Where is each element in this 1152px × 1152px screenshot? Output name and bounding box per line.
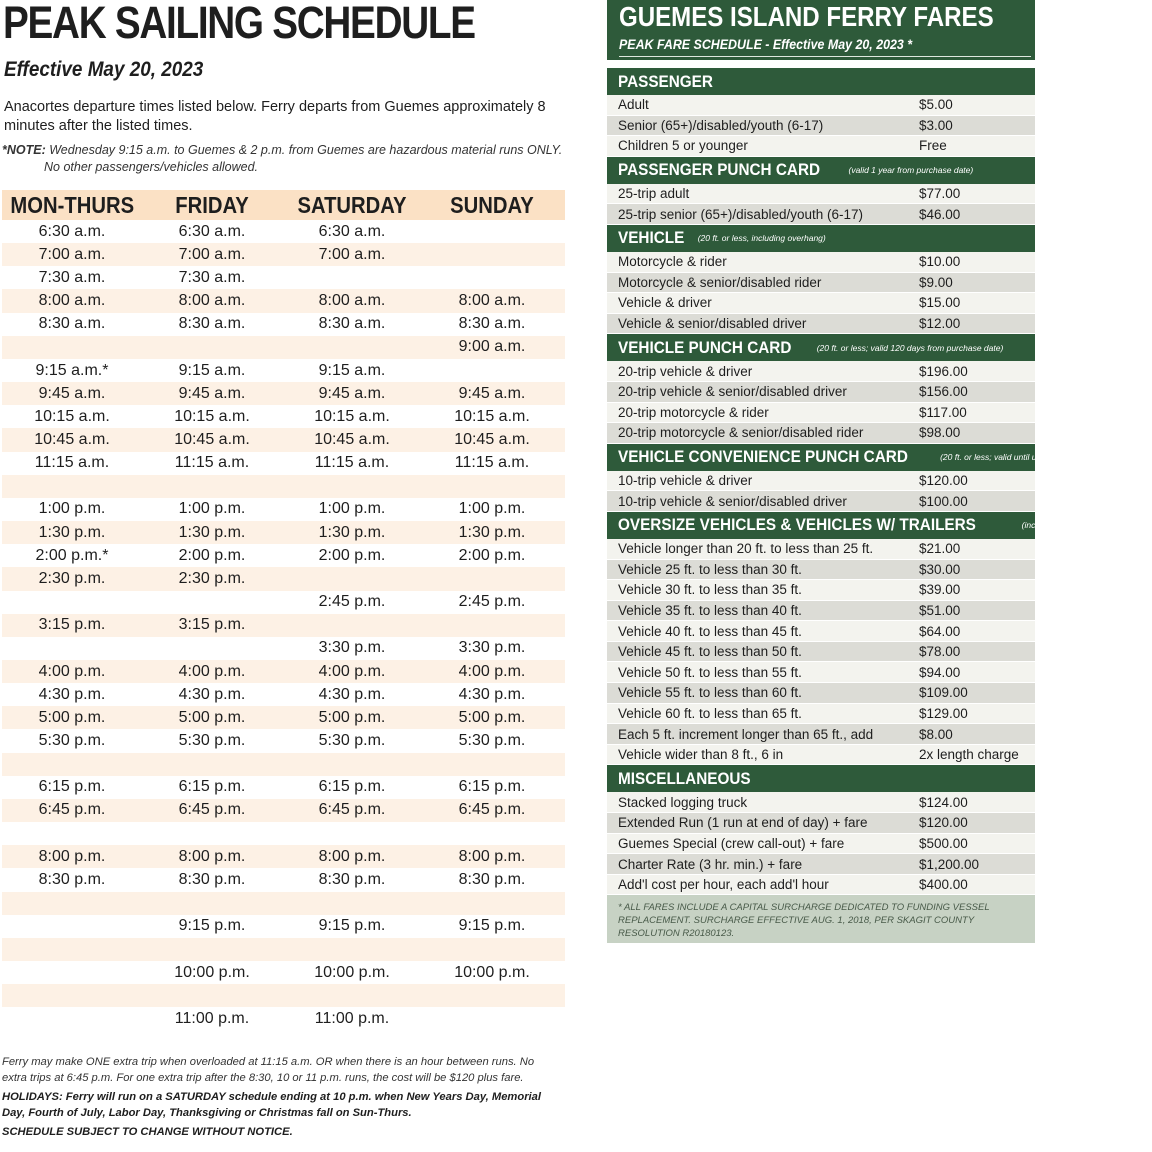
departure-time-mon-thurs: 4:30 p.m. — [38, 685, 106, 703]
departure-time-sunday: 9:15 p.m. — [458, 917, 526, 935]
schedule-row — [2, 359, 565, 382]
fare-section-title: MISCELLANEOUS — [618, 768, 751, 788]
departure-time-friday: 10:00 p.m. — [174, 963, 250, 981]
departure-time-mon-thurs: 1:30 p.m. — [38, 523, 106, 541]
fare-price: $12.00 — [919, 316, 961, 332]
departure-time-mon-thurs: 6:30 a.m. — [38, 222, 106, 240]
column-header-friday: FRIDAY — [175, 191, 249, 218]
fare-row — [607, 745, 1035, 766]
departure-time-saturday: 10:00 p.m. — [314, 963, 390, 981]
schedule-row — [2, 961, 565, 984]
column-header-mon-thurs: MON-THURS — [10, 191, 135, 218]
fare-label: Adult — [618, 97, 649, 113]
departure-time-sunday: 4:30 p.m. — [458, 685, 526, 703]
fare-price: $500.00 — [919, 835, 968, 851]
departure-time-saturday: 8:30 p.m. — [318, 870, 386, 888]
fare-row — [607, 621, 1035, 642]
departure-time-sunday: 2:00 p.m. — [458, 546, 526, 564]
fare-row — [607, 662, 1035, 683]
schedule-title: PEAK SAILING SCHEDULE — [3, 0, 475, 48]
fare-price: $1,200.00 — [919, 856, 980, 872]
fare-price: $124.00 — [919, 794, 968, 810]
fare-row — [607, 136, 1035, 157]
fare-label: Charter Rate (3 hr. min.) + fare — [618, 856, 803, 872]
departure-time-friday: 9:15 a.m. — [178, 361, 246, 379]
departure-time-sunday: 5:00 p.m. — [458, 708, 526, 726]
fare-price: $30.00 — [919, 561, 961, 577]
fare-label: Vehicle 40 ft. to less than 45 ft. — [618, 623, 802, 639]
departure-time-sunday: 3:30 p.m. — [458, 639, 526, 657]
departure-time-saturday: 8:30 a.m. — [318, 315, 386, 333]
schedule-row — [2, 799, 565, 822]
schedule-row — [2, 706, 565, 729]
fare-label: Senior (65+)/disabled/youth (6-17) — [618, 117, 824, 133]
schedule-row — [2, 266, 565, 289]
fare-row — [607, 95, 1035, 116]
column-header-saturday: SATURDAY — [297, 191, 407, 218]
fare-section-title: VEHICLE PUNCH CARD — [618, 337, 792, 357]
departure-time-friday: 7:30 a.m. — [178, 268, 246, 286]
fare-label: Vehicle 50 ft. to less than 55 ft. — [618, 664, 802, 680]
schedule-row — [2, 984, 565, 1007]
fare-price: $156.00 — [919, 384, 968, 400]
departure-time-saturday: 3:30 p.m. — [318, 639, 386, 657]
departure-time-mon-thurs: 8:30 a.m. — [38, 315, 106, 333]
fare-section-title: OVERSIZE VEHICLES & VEHICLES W/ TRAILERS — [618, 515, 976, 535]
departure-time-mon-thurs: 8:30 p.m. — [38, 870, 106, 888]
fare-row — [607, 403, 1035, 424]
fare-price: $51.00 — [919, 602, 961, 618]
departure-time-mon-thurs: 7:00 a.m. — [38, 245, 106, 263]
departure-time-mon-thurs: 2:00 p.m.* — [35, 546, 109, 564]
departure-time-saturday: 1:00 p.m. — [318, 500, 386, 518]
fare-price: $94.00 — [919, 664, 961, 680]
schedule-row — [2, 567, 565, 590]
fare-section-header — [607, 334, 1035, 361]
schedule-row — [2, 915, 565, 938]
schedule-row — [2, 1007, 565, 1030]
fare-row — [607, 601, 1035, 622]
extra-trip-note: Ferry may make ONE extra trip when overloaded at 11:15 a.m. OR when there is an hour between runs. No extra trips at 6:45 p.m. For one extra trip after the 8:30, 10 or 11 p.m. runs, the cost will be $120 plus fare. — [2, 1056, 535, 1084]
departure-time-saturday: 5:00 p.m. — [318, 708, 386, 726]
departure-time-sunday: 1:00 p.m. — [458, 500, 526, 518]
departure-time-saturday: 4:00 p.m. — [318, 662, 386, 680]
fare-row — [607, 834, 1035, 855]
departure-time-mon-thurs: 7:30 a.m. — [38, 268, 106, 286]
schedule-row — [2, 683, 565, 706]
fare-price: $46.00 — [919, 206, 961, 222]
fare-price: $10.00 — [919, 254, 961, 270]
fare-row — [607, 813, 1035, 834]
fare-price: $129.00 — [919, 705, 968, 721]
departure-time-friday: 1:30 p.m. — [178, 523, 246, 541]
departure-time-sunday: 2:45 p.m. — [458, 593, 526, 611]
departure-time-mon-thurs: 5:00 p.m. — [38, 708, 106, 726]
fare-label: Extended Run (1 run at end of day) + fare — [618, 815, 868, 831]
schedule-row — [2, 498, 565, 521]
fare-price: $109.00 — [919, 685, 968, 701]
departure-time-saturday: 10:45 a.m. — [314, 430, 390, 448]
departure-time-saturday: 9:15 p.m. — [318, 917, 386, 935]
fare-label: 20-trip vehicle & senior/disabled driver — [618, 384, 847, 400]
fare-row — [607, 875, 1035, 896]
departure-time-friday: 3:15 p.m. — [178, 616, 246, 634]
departure-time-friday: 5:00 p.m. — [178, 708, 246, 726]
schedule-row — [2, 591, 565, 614]
departure-time-friday: 8:30 p.m. — [178, 870, 246, 888]
schedule-row — [2, 822, 565, 845]
fares-subtitle: PEAK FARE SCHEDULE - Effective May 20, 2023 * — [619, 37, 913, 52]
fare-label: 25-trip adult — [618, 186, 690, 202]
fare-price: $98.00 — [919, 425, 961, 441]
schedule-row — [2, 660, 565, 683]
schedule-row — [2, 313, 565, 336]
departure-time-friday: 9:45 a.m. — [178, 384, 246, 402]
fare-section-header — [607, 68, 1035, 95]
fare-row — [607, 252, 1035, 273]
departure-time-sunday: 8:00 p.m. — [458, 847, 526, 865]
fare-label: Vehicle 35 ft. to less than 40 ft. — [618, 602, 802, 618]
departure-time-friday: 8:00 p.m. — [178, 847, 246, 865]
departure-time-sunday: 4:00 p.m. — [458, 662, 526, 680]
departure-time-friday: 6:30 a.m. — [178, 222, 246, 240]
fare-label: Add'l cost per hour, each add'l hour — [618, 877, 829, 893]
schedule-row — [2, 382, 565, 405]
schedule-row — [2, 845, 565, 868]
fare-row — [607, 293, 1035, 314]
fare-section-title: PASSENGER — [618, 71, 713, 91]
fare-label: Vehicle 25 ft. to less than 30 ft. — [618, 561, 802, 577]
departure-time-friday: 10:45 a.m. — [174, 430, 250, 448]
fare-price: 2x length charge — [919, 747, 1019, 763]
schedule-row — [2, 405, 565, 428]
departure-time-saturday: 4:30 p.m. — [318, 685, 386, 703]
schedule-row — [2, 892, 565, 915]
departure-time-saturday: 6:15 p.m. — [318, 778, 386, 796]
departure-time-saturday: 1:30 p.m. — [318, 523, 386, 541]
fare-row — [607, 704, 1035, 725]
fare-price: $78.00 — [919, 644, 961, 660]
fare-price: $400.00 — [919, 877, 968, 893]
fare-label: Motorcycle & senior/disabled rider — [618, 274, 822, 290]
fare-section-note: (including driver) — [1021, 520, 1085, 531]
departure-time-mon-thurs: 9:45 a.m. — [38, 384, 106, 402]
fare-section-header — [607, 765, 1035, 792]
note-text: Wednesday 9:15 a.m. to Guemes & 2 p.m. from Guemes are hazardous material runs ONLY. — [49, 143, 563, 157]
fare-row — [607, 854, 1035, 875]
departure-time-sunday: 10:15 a.m. — [454, 407, 530, 425]
schedule-row — [2, 521, 565, 544]
departure-time-mon-thurs: 8:00 p.m. — [38, 847, 106, 865]
fare-label: Motorcycle & rider — [618, 254, 727, 270]
note-label: *NOTE: — [2, 143, 46, 157]
schedule-header-row — [2, 190, 565, 220]
fare-label: 20-trip vehicle & driver — [618, 363, 753, 379]
fare-label: Vehicle 45 ft. to less than 50 ft. — [618, 644, 802, 660]
fare-label: Each 5 ft. increment longer than 65 ft., add — [618, 726, 874, 742]
fare-section-note: (20 ft. or less; valid until used) — [940, 452, 1054, 463]
fare-section-title: VEHICLE CONVENIENCE PUNCH CARD — [618, 447, 908, 467]
departure-time-mon-thurs: 11:15 a.m. — [34, 454, 110, 472]
fare-label: Stacked logging truck — [618, 794, 748, 810]
schedule-row — [2, 452, 565, 475]
departure-time-friday: 8:00 a.m. — [178, 292, 246, 310]
fare-row — [607, 491, 1035, 512]
fare-label: Children 5 or younger — [618, 138, 748, 154]
fare-price: $15.00 — [919, 295, 961, 311]
fare-label: Vehicle wider than 8 ft., 6 in — [618, 747, 784, 763]
fare-label: 10-trip vehicle & driver — [618, 473, 753, 489]
fare-section-title: VEHICLE — [618, 228, 685, 248]
departure-time-saturday: 9:15 a.m. — [318, 361, 386, 379]
fare-price: $21.00 — [919, 541, 961, 557]
departure-time-mon-thurs: 6:45 p.m. — [38, 801, 106, 819]
schedule-row — [2, 336, 565, 359]
fare-price: $8.00 — [919, 726, 953, 742]
departure-time-friday: 2:00 p.m. — [178, 546, 246, 564]
schedule-row — [2, 220, 565, 243]
fare-label: Vehicle 30 ft. to less than 35 ft. — [618, 582, 802, 598]
departure-time-sunday: 8:30 p.m. — [458, 870, 526, 888]
departure-time-friday: 10:15 a.m. — [174, 407, 250, 425]
schedule-note — [2, 142, 572, 176]
schedule-effective-date: Effective May 20, 2023 — [4, 58, 204, 81]
departure-time-sunday: 1:30 p.m. — [458, 523, 526, 541]
departure-time-sunday: 8:00 a.m. — [458, 292, 526, 310]
fare-row — [607, 724, 1035, 745]
departure-time-friday: 11:15 a.m. — [174, 454, 250, 472]
fare-price: $120.00 — [919, 815, 968, 831]
fares-title: GUEMES ISLAND FERRY FARES — [619, 1, 994, 32]
fares-subtitle-rule — [619, 56, 1031, 57]
departure-time-saturday: 2:45 p.m. — [318, 593, 386, 611]
fare-label: 25-trip senior (65+)/disabled/youth (6-17) — [618, 206, 864, 222]
fare-label: Guemes Special (crew call-out) + fare — [618, 835, 845, 851]
ferry-fares-panel — [607, 0, 1085, 940]
fare-price: Free — [919, 138, 947, 154]
fare-row — [607, 273, 1035, 294]
departure-time-saturday: 10:15 a.m. — [314, 407, 390, 425]
fare-label: Vehicle longer than 20 ft. to less than 25 ft. — [618, 541, 874, 557]
departure-time-sunday: 6:15 p.m. — [458, 778, 526, 796]
note-text-line2: No other passengers/vehicles allowed. — [44, 160, 259, 174]
departure-time-friday: 6:15 p.m. — [178, 778, 246, 796]
fare-section-note: (20 ft. or less; valid 120 days from purchase date) — [816, 342, 1004, 353]
fares-table — [607, 68, 1085, 943]
departure-time-mon-thurs: 1:00 p.m. — [38, 500, 106, 518]
fare-price: $117.00 — [919, 404, 967, 420]
fare-price: $100.00 — [919, 493, 968, 509]
fare-row — [607, 792, 1035, 813]
fare-label: Vehicle & driver — [618, 295, 712, 311]
fare-row — [607, 471, 1035, 492]
fare-section-header — [607, 444, 1054, 471]
departure-time-friday: 11:00 p.m. — [174, 1009, 250, 1027]
schedule-table — [2, 190, 565, 1030]
schedule-row — [2, 289, 565, 312]
fare-row — [607, 539, 1035, 560]
departure-time-friday: 6:45 p.m. — [178, 801, 246, 819]
departure-time-saturday: 5:30 p.m. — [318, 732, 386, 750]
fare-label: Vehicle & senior/disabled driver — [618, 316, 807, 332]
fare-row — [607, 683, 1035, 704]
departure-time-sunday: 11:15 a.m. — [454, 454, 530, 472]
fare-row — [607, 184, 1035, 205]
departure-time-sunday: 9:45 a.m. — [458, 384, 526, 402]
departure-time-mon-thurs: 9:15 a.m.* — [35, 361, 109, 379]
departure-time-friday: 7:00 a.m. — [178, 245, 246, 263]
fare-row — [607, 382, 1035, 403]
schedule-intro: Anacortes departure times listed below. Ferry departs from Guemes approximately 8 minutes after the listed times. — [4, 99, 546, 134]
departure-time-mon-thurs: 5:30 p.m. — [38, 732, 106, 750]
fare-price: $3.00 — [919, 117, 953, 133]
departure-time-friday: 4:30 p.m. — [178, 685, 246, 703]
fare-row — [607, 423, 1035, 444]
schedule-row — [2, 938, 565, 961]
departure-time-mon-thurs: 2:30 p.m. — [38, 569, 106, 587]
fare-label: 20-trip motorcycle & rider — [618, 404, 769, 420]
schedule-footnotes — [2, 1054, 562, 1143]
fare-price: $9.00 — [919, 274, 953, 290]
schedule-row — [2, 614, 565, 637]
fare-row — [607, 642, 1035, 663]
fare-label: Vehicle 55 ft. to less than 60 ft. — [618, 685, 802, 701]
fare-section-header — [607, 512, 1085, 539]
fare-price: $77.00 — [919, 186, 961, 202]
schedule-row — [2, 544, 565, 567]
fare-row — [607, 204, 1035, 225]
fare-row — [607, 116, 1035, 137]
departure-time-saturday: 8:00 p.m. — [318, 847, 386, 865]
departure-time-saturday: 6:45 p.m. — [318, 801, 386, 819]
sailing-schedule-panel — [0, 0, 570, 1152]
schedule-row — [2, 776, 565, 799]
departure-time-friday: 9:15 p.m. — [178, 917, 246, 935]
departure-time-mon-thurs: 3:15 p.m. — [38, 616, 106, 634]
fare-section-note: (20 ft. or less, including overhang) — [697, 233, 826, 244]
departure-time-saturday: 7:00 a.m. — [318, 245, 386, 263]
departure-time-mon-thurs: 10:15 a.m. — [34, 407, 110, 425]
departure-time-sunday: 6:45 p.m. — [458, 801, 526, 819]
schedule-change-note: SCHEDULE SUBJECT TO CHANGE WITHOUT NOTICE. — [2, 1126, 293, 1138]
departure-time-friday: 1:00 p.m. — [178, 500, 246, 518]
fare-section-header — [607, 225, 1035, 252]
schedule-row — [2, 637, 565, 660]
schedule-row — [2, 428, 565, 451]
departure-time-friday: 5:30 p.m. — [178, 732, 246, 750]
departure-time-friday: 4:00 p.m. — [178, 662, 246, 680]
holidays-note: HOLIDAYS: Ferry will run on a SATURDAY schedule ending at 10 p.m. when New Years Day, Memorial Day, Fourth of July, Labor Day, Thanksgiving or Christmas fall on Sun-Thurs. — [2, 1091, 541, 1119]
departure-time-sunday: 8:30 a.m. — [458, 315, 526, 333]
departure-time-sunday: 10:45 a.m. — [454, 430, 530, 448]
departure-time-saturday: 11:00 p.m. — [314, 1009, 390, 1027]
departure-time-mon-thurs: 8:00 a.m. — [38, 292, 106, 310]
fare-label: 20-trip motorcycle & senior/disabled rider — [618, 425, 864, 441]
schedule-row — [2, 868, 565, 891]
departure-time-friday: 8:30 a.m. — [178, 315, 246, 333]
fare-label: Vehicle 60 ft. to less than 65 ft. — [618, 705, 802, 721]
fare-price: $64.00 — [919, 623, 961, 639]
departure-time-friday: 2:30 p.m. — [178, 569, 246, 587]
fare-price: $196.00 — [919, 363, 968, 379]
departure-time-saturday: 9:45 a.m. — [318, 384, 386, 402]
fare-section-header — [607, 157, 1035, 184]
schedule-row — [2, 475, 565, 498]
fare-row — [607, 560, 1035, 581]
schedule-row — [2, 753, 565, 776]
fare-row — [607, 361, 1035, 382]
fare-label: 10-trip vehicle & senior/disabled driver — [618, 493, 847, 509]
departure-time-saturday: 2:00 p.m. — [318, 546, 386, 564]
fare-price: $39.00 — [919, 582, 961, 598]
column-header-sunday: SUNDAY — [450, 191, 534, 218]
departure-time-mon-thurs: 6:15 p.m. — [38, 778, 106, 796]
departure-time-saturday: 6:30 a.m. — [318, 222, 386, 240]
fare-row — [607, 314, 1035, 335]
fare-price: $5.00 — [919, 97, 953, 113]
fare-section-note: (valid 1 year from purchase date) — [848, 165, 974, 176]
fares-header — [607, 0, 1035, 60]
fare-row — [607, 580, 1035, 601]
schedule-row — [2, 729, 565, 752]
departure-time-sunday: 10:00 p.m. — [454, 963, 530, 981]
departure-time-mon-thurs: 10:45 a.m. — [34, 430, 110, 448]
departure-time-sunday: 5:30 p.m. — [458, 732, 526, 750]
schedule-row — [2, 243, 565, 266]
departure-time-sunday: 9:00 a.m. — [458, 338, 526, 356]
departure-time-mon-thurs: 4:00 p.m. — [38, 662, 106, 680]
departure-time-saturday: 8:00 a.m. — [318, 292, 386, 310]
departure-time-saturday: 11:15 a.m. — [314, 454, 390, 472]
fare-section-title: PASSENGER PUNCH CARD — [618, 160, 821, 180]
fare-price: $120.00 — [919, 473, 968, 489]
schedule-body — [2, 220, 565, 1030]
capital-surcharge-note: * ALL FARES INCLUDE A CAPITAL SURCHARGE DEDICATED TO FUNDING VESSEL REPLACEMENT. SURCHARGE EFFECTIVE AUG. 1, 2018, PER SKAGIT COUNTY RESOLUTION R20180123. — [607, 895, 1035, 943]
